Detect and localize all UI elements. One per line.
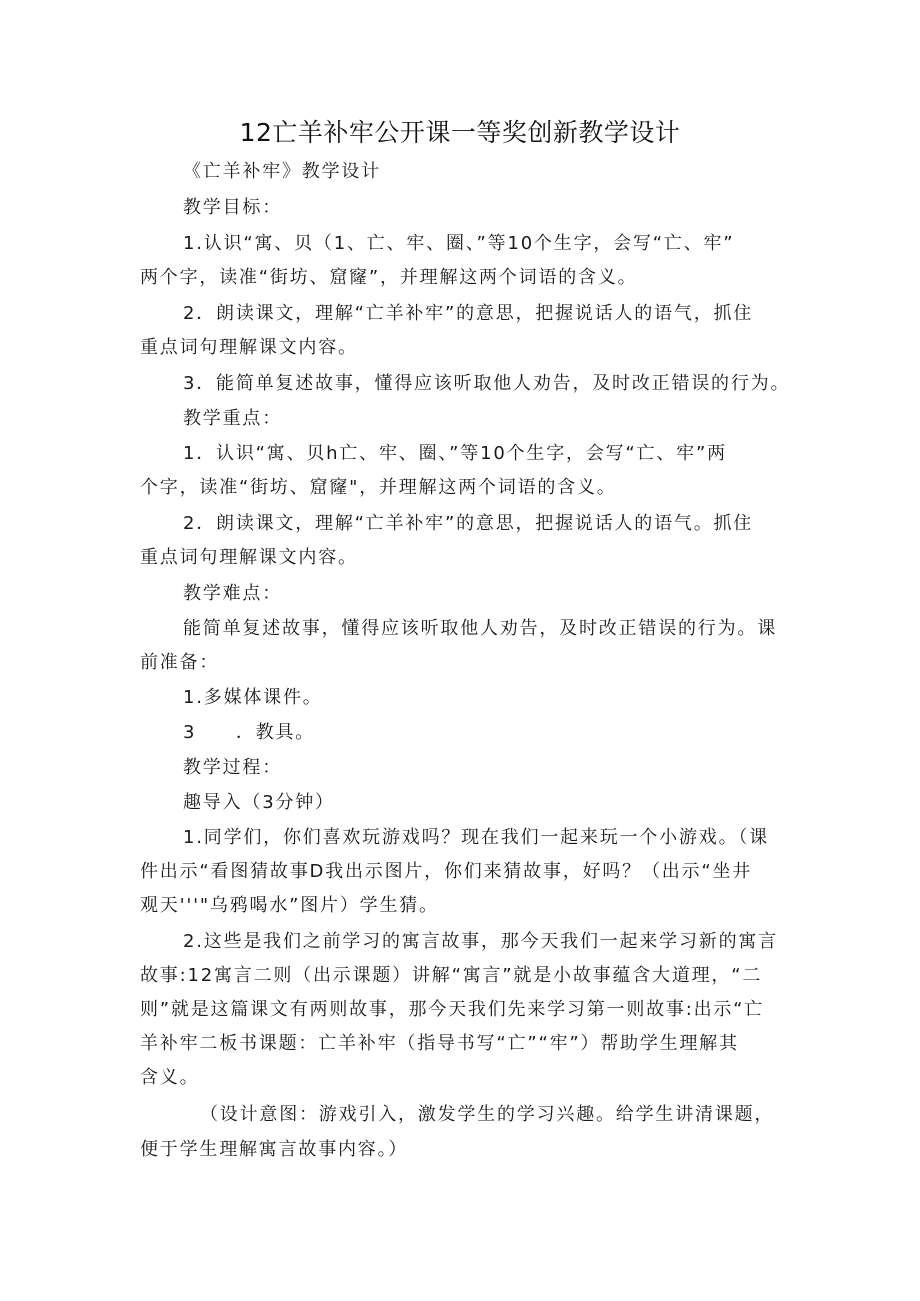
paragraph-line: 羊补牢二板书课题：亡羊补牢（指导书写“亡”“牢”）帮助学生理解其 <box>140 1033 739 1054</box>
paragraph-line: 便于学生理解寓言故事内容。） <box>140 1139 409 1160</box>
paragraph-line: 1.认识“寓、贝（1、亡、牢、圈、”等10个生字，会写“亡、牢” <box>183 233 735 254</box>
paragraph-line: 前准备： <box>140 652 220 673</box>
paragraph-line: 趣导入（3分钟） <box>183 792 335 813</box>
paragraph-line: 1.多媒体课件。 <box>183 687 323 708</box>
paragraph-line: 能简单复述故事，懂得应该听取他人劝告，及时改正错误的行为。课 <box>183 618 777 639</box>
paragraph-line: 重点词句理解课文内容。 <box>140 337 358 358</box>
paragraph-line: 3．能简单复述故事，懂得应该听取他人劝告，及时改正错误的行为。 <box>183 373 791 394</box>
paragraph-line: 1．认识“寓、贝h亡、牢、圈、”等10个生字，会写“亡、牢”两 <box>183 443 727 464</box>
paragraph-line: 2．朗读课文，理解“亡羊补牢”的意思，把握说话人的语气。抓住 <box>183 513 754 534</box>
subtitle-line: 《亡羊补牢》教学设计 <box>183 161 381 182</box>
section-heading-process: 教学过程： <box>183 757 282 778</box>
paragraph-line: 件出示“看图猜故事D我出示图片，你们来猜故事，好吗？（出示“坐井 <box>140 861 753 882</box>
paragraph-line: 个字，读准“街坊、窟窿"，并理解这两个词语的含义。 <box>140 477 617 498</box>
paragraph-line: 1.同学们，你们喜欢玩游戏吗？现在我们一起来玩一个小游戏。（课 <box>183 827 769 848</box>
paragraph-line: （设计意图：游戏引入，激发学生的学习兴趣。给学生讲清课题， <box>200 1104 775 1125</box>
section-heading-objectives: 教学目标： <box>183 197 282 218</box>
paragraph-line: 两个字，读准“街坊、窟窿”，并理解这两个词语的含义。 <box>140 267 638 288</box>
section-heading-key-points: 教学重点： <box>183 408 282 429</box>
paragraph-line: 2.这些是我们之前学习的寓言故事，那今天我们一起来学习新的寓言 <box>183 931 778 952</box>
document-title: 12亡羊补牢公开课一等奖创新教学设计 <box>239 118 681 147</box>
paragraph-line: 含义。 <box>140 1067 200 1088</box>
paragraph-line: 则”就是这篇课文有两则故事，那今天我们先来学习第一则故事:出示“亡 <box>140 999 765 1020</box>
paragraph-line: 观天'''"乌鸦喝水”图片）学生猜。 <box>140 895 439 916</box>
paragraph-line: 2．朗读课文，理解“亡羊补牢”的意思，把握说话人的语气，抓住 <box>183 303 754 324</box>
paragraph-line: 故事:12寓言二则（出示课题）讲解“寓言”就是小故事蕴含大道理，“二 <box>140 965 763 986</box>
section-heading-difficulties: 教学难点： <box>183 583 282 604</box>
paragraph-line: 3 ．教具。 <box>183 722 316 743</box>
paragraph-line: 重点词句理解课文内容。 <box>140 547 358 568</box>
